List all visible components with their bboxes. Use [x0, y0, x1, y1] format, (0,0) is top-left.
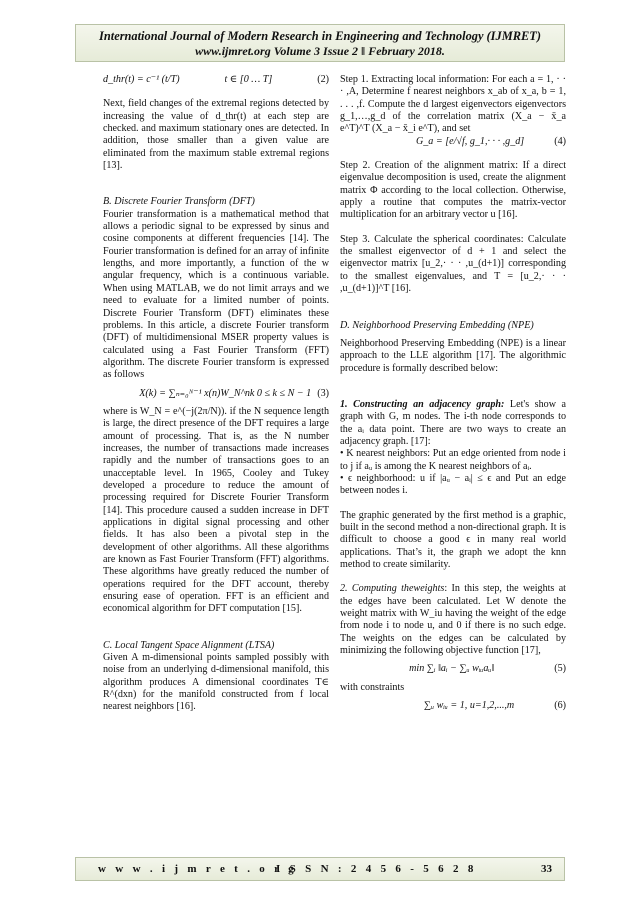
equation-5-formula: min ∑ᵢ ‖aᵢ − ∑ᵤ wᵢᵤaᵤ‖ [409, 663, 495, 675]
equation-4 [340, 136, 566, 148]
graph-paragraph-1 [340, 399, 566, 448]
weights-paragraph-text: : In this step, the weights at the edges have been calculated. Let W denote the weight matrix with W_iu having the weight of the edge from node i to node u, and 0 if there is no such edge. The weights on the edges can be calculated by minimizing the following objective function [17], [340, 583, 566, 657]
equation-2-range: t ∈ [0 … T] [224, 74, 273, 85]
equation-3 [103, 388, 329, 400]
step3-paragraph: Step 3. Calculate the spherical coordinates: Calculate the smallest eigenvector of d + 1 and select the eigenvector matrix [u_2,· · · ,u_(d+1)] corresponding to the smallest eigenvalues, and T = [u_2,· · · ,u_(d+1)]^T [16]. [340, 233, 566, 295]
footer-issn: I S S N : 2 4 5 6 - 5 6 2 8 [276, 863, 477, 875]
graph-paragraph-1-text: Let's show a graph with G, m nodes. The i-th node corresponds to the aᵢ data point. There are two ways to create an adjacency graph. [17]: [340, 398, 567, 447]
intro-paragraph: Next, field changes of the extremal regions detected by increasing the value of d_thr(t) at each step are checked. and maximum stationary ones are detected. In addition, those smaller than a given value are eliminated from the maximum stable extremal regions [13]. [103, 98, 329, 172]
equation-4-number: (4) [554, 135, 566, 147]
equation-6-number: (6) [554, 700, 566, 712]
right-column [340, 74, 566, 712]
equation-2-formula: d_thr(t) = c⁻¹ (t/T) [103, 74, 180, 85]
equation-6-formula: ∑ᵤ wᵢᵤ = 1, u=1,2,...,m [423, 700, 515, 712]
equation-5-number: (5) [554, 663, 566, 675]
step2-paragraph: Step 2. Creation of the alignment matrix: If a direct eigenvalue decomposition is used, create the alignment matrix Φ according to the local collection. Otherwise, apply a routine that computes the matrix-vector multiplication for an arbitrary vector u [16]. [340, 160, 566, 221]
equation-2-number: (2) [317, 74, 329, 85]
equation-4-formula: G_a = [e/√f, g_1,· · · ,g_d] [415, 135, 525, 147]
page-number: 33 [541, 863, 552, 875]
step2-heading: 2. Computing theweights [340, 583, 445, 595]
dft-paragraph-1: Fourier transformation is a mathematical method that allows a periodic signal to be expressed by sinus and cosine components at different frequencies [14]. The Fourier transformation is defined for an array of infinite lengths, and more importantly, a function of the w angular frequency, which is a continuous variable. When using MATLAB, we do not limit arrays and we need to evaluate for a limited number of points. Discrete Fourier Transform (DFT) eliminates these problems. In this article, a discrete Fourier transform (DFT) of multidimensional MSER property values is calculated using a Fast Fourier Transform (FFT) algorithm. The discrete Fourier transform is expressed as follows [103, 208, 329, 381]
graph-paragraph-3: • ϵ neighborhood: u if |aᵤ − aᵢ| ≤ ϵ and Put an edge between nodes i. [340, 472, 566, 497]
graph-paragraph-2: • K nearest neighbors: Put an edge oriented from node i to j if aᵤ is among the K nearest neighbors of aᵢ. [340, 448, 566, 472]
step1-paragraph: Step 1. Extracting local information: For each a = 1, · · · ,A, Determine f nearest neighbors x_ab of x_a, b = 1, . . . ,f. Compute the d largest eigenvectors eigenvectors g_1,…,g_d of the correlation matrix (X_a − x̄_a e^T)^T (X_a − x̄_i e^T), and set [340, 74, 566, 135]
equation-5 [340, 663, 566, 675]
section-c-title: C. Local Tangent Space Alignment (LTSA) [103, 639, 275, 651]
equation-3-number: (3) [317, 387, 329, 399]
journal-header [75, 24, 565, 62]
ltsa-paragraph: Given A m-dimensional points sampled possibly with noise from an underlying d-dimensional manifold, this algorithm produces A dimensional coordinates T∈ R^(dxn) for the manifold constructed from f local nearest neighbors [16]. [103, 652, 329, 713]
journal-info: www.ijmret.org Volume 3 Issue 2 ǁ February 2018. [195, 44, 445, 58]
left-column [103, 74, 329, 714]
section-b-title: B. Discrete Fourier Transform (DFT) [103, 196, 255, 208]
npe-paragraph: Neighborhood Preserving Embedding (NPE) is a linear approach to the LLE algorithm [17]. The algorithmic procedure is formally described below: [340, 337, 566, 374]
step1-heading: 1. Constructing an adjacency graph: [340, 398, 505, 410]
weights-paragraph [340, 583, 566, 657]
graph-paragraph-4: The graphic generated by the first method is a graphic, built in the second method a non-directional graph. It is difficult to choose a good ϵ in many real world applications. That’s it, the graph we adopt the knn method to create similarity. [340, 509, 566, 570]
constraints-text: with constraints [340, 681, 405, 693]
journal-footer [75, 857, 565, 881]
journal-title: International Journal of Modern Research in Engineering and Technology (IJMRET) [99, 29, 541, 43]
section-d-title: D. Neighborhood Preserving Embedding (NPE) [340, 319, 534, 331]
equation-3-formula: X(k) = ∑ₙ₌₀ᴺ⁻¹ x(n)W_N^nk 0 ≤ k ≤ N − 1 [139, 387, 312, 399]
equation-2 [103, 74, 329, 86]
footer-website: w w w . i j m r e t . o r g [98, 863, 297, 875]
equation-6 [340, 700, 566, 712]
dft-paragraph-2: where is W_N = e^(−j(2π/N)). if the N sequence length is large, the direct presence of the DFT requires a large amount of processing. That is, as the N number increases, the number of transactions made increases rapidly and the number of transactions goes to an unacceptable level. In 1965, Cooley and Tukey developed a procedure to reduce the amount of processing required for Discrete Fourier Transform [14]. This procedure caused a sudden increase in DFT applications in digital signal processing and other fields. It has also been a pivotal step in the development of other algorithms. All these algorithms are known as Fast Fourier Transform (FFT) algorithms. These algorithms have greatly reduced the number of operations required for the DFT account, thereby ensuring ease of operation. FFT is an efficient and economical algorithm for DFT computation [15]. [103, 405, 329, 615]
